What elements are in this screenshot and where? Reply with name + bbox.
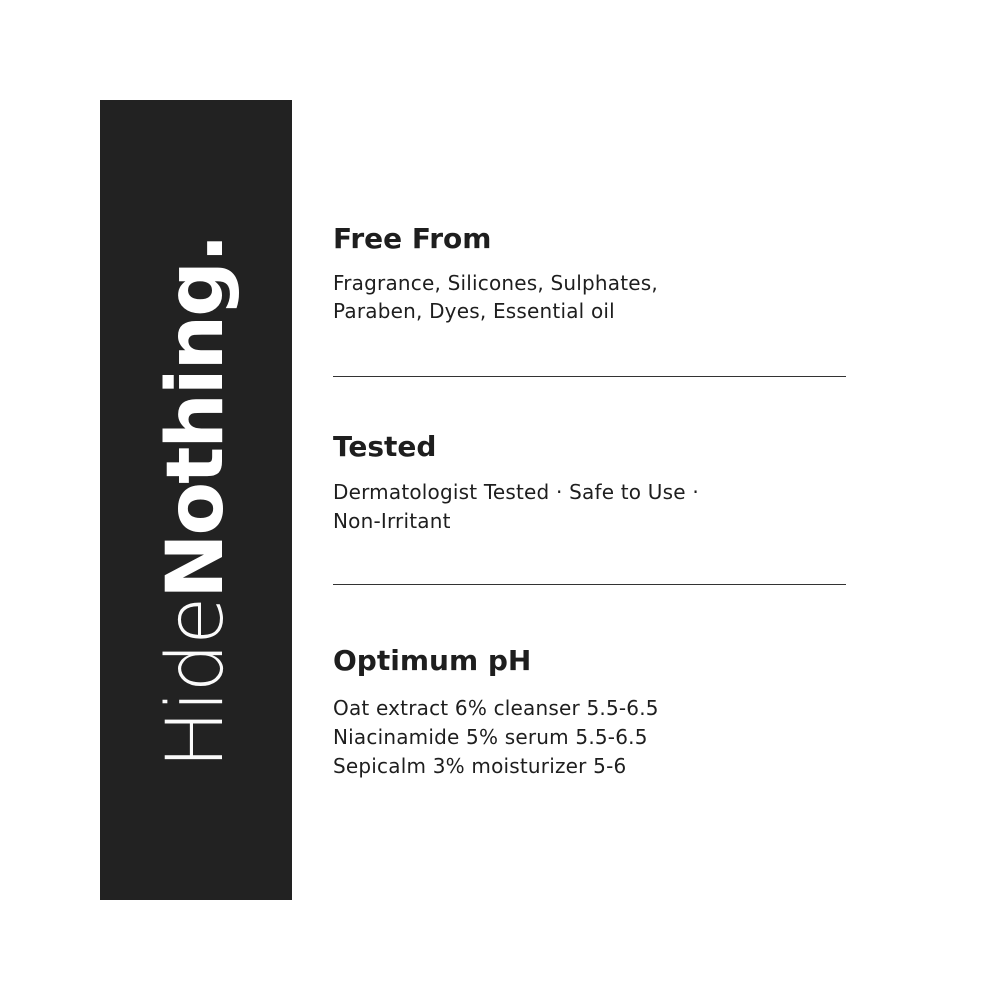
section-divider — [333, 376, 846, 377]
section-title-free-from: Free From — [333, 222, 492, 255]
ph-line-2: Niacinamide 5% serum 5.5-6.5 — [333, 725, 648, 749]
tested-line-2: Non-Irritant — [333, 509, 451, 533]
free-from-line-1: Fragrance, Silicones, Sulphates, — [333, 271, 658, 295]
brand-word-hide: Hide — [151, 598, 241, 769]
brand-wordmark — [151, 235, 241, 769]
tested-line-1: Dermatologist Tested · Safe to Use · — [333, 480, 699, 504]
section-divider — [333, 584, 846, 585]
brand-word-nothing: Nothing. — [151, 235, 241, 599]
free-from-line-2: Paraben, Dyes, Essential oil — [333, 299, 615, 323]
section-title-optimum-ph: Optimum pH — [333, 644, 532, 677]
ph-line-1: Oat extract 6% cleanser 5.5-6.5 — [333, 696, 659, 720]
ph-line-3: Sepicalm 3% moisturizer 5-6 — [333, 754, 627, 778]
section-title-tested: Tested — [333, 430, 437, 463]
